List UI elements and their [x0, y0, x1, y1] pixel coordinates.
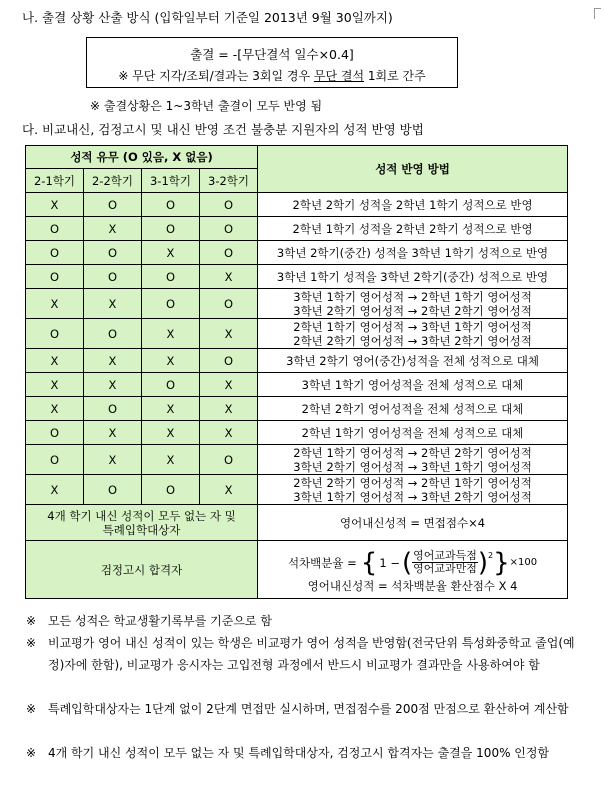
grade-mark-cell: X — [26, 349, 84, 373]
ged-label: 검정고시 합격자 — [26, 541, 258, 599]
grade-mark-cell: O — [200, 193, 258, 217]
grade-mark-cell: O — [26, 241, 84, 265]
col-header: 3-2학기 — [200, 169, 258, 193]
grade-mark-cell: O — [142, 289, 200, 319]
grade-mark-cell: O — [84, 319, 142, 349]
grade-mark-cell: O — [84, 265, 142, 289]
method-line: 2학년 1학기 영어성적 → 2학년 2학기 영어성적 — [293, 445, 532, 460]
method-line: 3학년 2학기 영어성적 → 3학년 1학기 영어성적 — [293, 459, 532, 474]
grade-mark-cell: X — [200, 475, 258, 505]
method-line: 2학년 1학기 성적을 2학년 2학기 성적으로 반영 — [292, 221, 533, 236]
method-cell — [258, 475, 568, 505]
attendance-formula-box — [86, 37, 458, 88]
footnote: ※ 특례입학대상자는 1단계 없이 2단계 면접만 실시하며, 면접점수를 200점 만점으로 환산하여 계산함 — [26, 702, 569, 716]
header-method: 성적 반영 방법 — [258, 146, 568, 193]
footnote: ※ 비교평가 영어 내신 성적이 있는 학생은 비교평가 영어 성적을 반영함(전국단위 특성화중학교 졸업(예정)자에 한함), 비교평가 응시자는 고입전형 과정에서 반드시 비교평가 결과만을 사용하여야 함 — [26, 636, 575, 672]
grade-mark-cell: X — [84, 373, 142, 397]
right-brace: } — [493, 547, 510, 578]
grade-mark-cell: X — [84, 217, 142, 241]
grade-mark-cell: X — [26, 193, 84, 217]
header-grade-availability: 성적 유무 (O 있음, X 없음) — [26, 146, 258, 169]
grade-mark-cell: X — [84, 445, 142, 475]
table-row — [26, 265, 568, 289]
section-heading-grades: 다. 비교내신, 검정고시 및 내신 반영 조건 불충분 지원자의 성적 반영 방법 — [22, 122, 424, 137]
grade-mark-cell: O — [200, 241, 258, 265]
grade-mark-cell: X — [142, 421, 200, 445]
grade-mark-cell: X — [142, 241, 200, 265]
right-paren: ) — [477, 547, 489, 578]
table-row — [26, 397, 568, 421]
method-line: 3학년 1학기 영어성적 → 3학년 2학기 영어성적 — [293, 489, 532, 504]
grade-mark-cell: O — [26, 265, 84, 289]
attendance-rule: ※ 무단 지각/조퇴/결과는 3회일 경우 무단 결석 1회로 간주 — [118, 69, 426, 83]
method-line: 3학년 2학기 영어성적 → 2학년 2학기 영어성적 — [293, 303, 532, 318]
grade-mark-cell: X — [142, 319, 200, 349]
method-line: 3학년 1학기 영어성적을 전체 성적으로 대체 — [301, 377, 524, 392]
grade-mark-cell: X — [200, 373, 258, 397]
grade-mark-cell: O — [142, 373, 200, 397]
grade-mark-cell: O — [200, 217, 258, 241]
method-line: 2학년 2학기 영어성적 → 2학년 1학기 영어성적 — [293, 475, 532, 490]
method-line: 2학년 2학기 영어성적을 전체 성적으로 대체 — [301, 401, 524, 416]
table-row — [26, 193, 568, 217]
method-line: 3학년 1학기 영어성적 → 2학년 1학기 영어성적 — [293, 289, 532, 304]
grade-mark-cell: O — [84, 241, 142, 265]
table-row — [26, 241, 568, 265]
method-cell — [258, 445, 568, 475]
grade-mark-cell: O — [26, 445, 84, 475]
grade-mark-cell: X — [26, 475, 84, 505]
footnote: ※ 모든 성적은 학교생활기록부를 기준으로 함 — [26, 614, 272, 628]
grade-mark-cell: O — [200, 445, 258, 475]
method-line: 3학년 2학기(중간) 성적을 3학년 1학기 성적으로 반영 — [276, 245, 549, 260]
underlined-term: 무단 결석 — [313, 69, 365, 83]
table-row — [26, 445, 568, 475]
method-cell — [258, 397, 568, 421]
grade-mark-cell: X — [142, 445, 200, 475]
grade-mark-cell: X — [26, 289, 84, 319]
method-cell — [258, 421, 568, 445]
fraction: 영어교과득점 영어교과만점 — [413, 549, 477, 575]
grade-mark-cell: X — [200, 397, 258, 421]
col-header: 3-1학기 — [142, 169, 200, 193]
col-header: 2-1학기 — [26, 169, 84, 193]
method-cell — [258, 217, 568, 241]
grade-mark-cell: O — [84, 397, 142, 421]
rank-percent-formula: 석차백분율 = { 1 − ( 영어교과득점 영어교과만점 ) $^2$ } ×100 — [287, 547, 538, 578]
grade-mark-cell: O — [142, 217, 200, 241]
special-applicant-label: 4개 학기 내신 성적이 모두 없는 자 및 특례입학대상자 — [26, 505, 258, 541]
method-cell — [258, 193, 568, 217]
left-brace: { — [360, 547, 378, 578]
table-row — [26, 289, 568, 319]
grade-reflection-table — [25, 145, 568, 599]
table-row-ged — [26, 541, 568, 599]
grade-mark-cell: X — [200, 421, 258, 445]
grade-mark-cell: O — [26, 421, 84, 445]
table-row — [26, 349, 568, 373]
method-cell — [258, 319, 568, 349]
ged-formula-cell — [258, 541, 568, 599]
method-cell — [258, 241, 568, 265]
grade-mark-cell: X — [84, 349, 142, 373]
table-row — [26, 217, 568, 241]
grade-mark-cell: O — [142, 265, 200, 289]
section-heading-attendance: 나. 출결 상황 산출 방식 (입학일부터 기준일 2013년 9월 30일까지) — [22, 10, 393, 25]
special-method: 영어내신성적 = 면접점수×4 — [258, 505, 568, 541]
english-grade-formula: 영어내신성적 = 석차백분율 환산점수 X 4 — [307, 578, 518, 593]
grade-mark-cell: X — [84, 289, 142, 319]
method-line: 2학년 2학기 성적을 2학년 1학기 성적으로 반영 — [292, 197, 533, 212]
method-line: 3학년 2학기 영어(중간)성적을 전체 성적으로 대체 — [286, 353, 540, 368]
grade-mark-cell: O — [142, 475, 200, 505]
method-cell — [258, 373, 568, 397]
col-header: 2-2학기 — [84, 169, 142, 193]
grade-mark-cell: O — [84, 475, 142, 505]
table-row — [26, 319, 568, 349]
grade-mark-cell: X — [200, 265, 258, 289]
grade-mark-cell: O — [142, 193, 200, 217]
grade-mark-cell: O — [26, 217, 84, 241]
grade-mark-cell: X — [26, 397, 84, 421]
table-row — [26, 475, 568, 505]
table-row — [26, 373, 568, 397]
attendance-note: ※ 출결상황은 1~3학년 출결이 모두 반영 됨 — [90, 99, 323, 113]
method-cell — [258, 349, 568, 373]
footnote: ※ 4개 학기 내신 성적이 모두 없는 자 및 특례입학대상자, 검정고시 합격자는 출결을 100% 인정함 — [26, 746, 550, 760]
left-paren: ( — [401, 547, 413, 578]
table-row-special — [26, 505, 568, 541]
grade-mark-cell: X — [142, 349, 200, 373]
page-corner-mark — [594, 8, 601, 19]
method-line: 3학년 1학기 성적을 3학년 2학기(중간) 성적으로 반영 — [276, 269, 549, 284]
grade-mark-cell: X — [200, 319, 258, 349]
method-cell — [258, 289, 568, 319]
grade-mark-cell: O — [84, 193, 142, 217]
grade-mark-cell: X — [26, 373, 84, 397]
table-row — [26, 421, 568, 445]
method-line: 2학년 1학기 영어성적 → 3학년 1학기 영어성적 — [293, 319, 532, 334]
grade-mark-cell: O — [200, 289, 258, 319]
grade-mark-cell: X — [84, 421, 142, 445]
method-line: 2학년 1학기 영어성적을 전체 성적으로 대체 — [301, 425, 524, 440]
grade-mark-cell: O — [26, 319, 84, 349]
method-cell — [258, 265, 568, 289]
grade-mark-cell: O — [200, 349, 258, 373]
attendance-formula: 출결 = -[무단결석 일수×0.4] — [190, 47, 354, 62]
method-line: 2학년 2학기 영어성적 → 3학년 2학기 영어성적 — [293, 333, 532, 348]
grade-mark-cell: X — [142, 397, 200, 421]
